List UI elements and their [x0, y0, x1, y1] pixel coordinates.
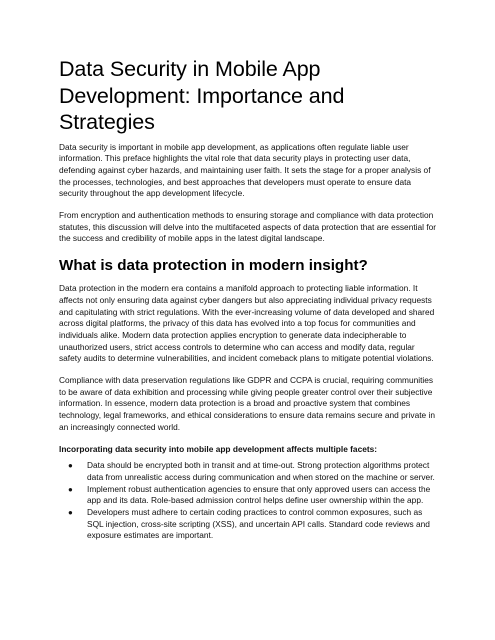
list-item-text: Data should be encrypted both in transit and at time-out. Strong protection algorithms protect data from unrealistic access during communication and when stored on the machine or server. [87, 460, 435, 482]
list-item [59, 460, 439, 483]
section-heading: What is data protection in modern insight? [59, 257, 368, 275]
bullet-icon: ● [68, 508, 73, 518]
list-item-text: Developers must adhere to certain coding practices to control common exposures, such as SQL injection, cross-site scripting (XSS), and uncertain API calls. Standard code reviews and exposure estimates are important. [87, 507, 430, 541]
facets-heading: Incorporating data security into mobile app development affects multiple facets: [59, 443, 378, 454]
section-paragraph-2: Compliance with data preservation regulations like GDPR and CCPA is crucial, requiring communities to be aware of data exhibition and processing while giving people greater control over their subjective information. In essence, modern data protection is a broad and proactive system that combines technology, legal frameworks, and ethical considerations to ensure data remains secure and private in an increasingly connected world. [59, 375, 435, 432]
section-paragraph-1: Data protection in the modern era contains a manifold approach to protecting liable information. It affects not only ensuring data against cyber dangers but also appreciating individual privacy requests and capitulating with strict regulations. With the ever-increasing volume of data developed and shared across digital platforms, the privacy of this data has evolved into a top focus for communities and individuals alike. Modern data protection applies encryption to generate data indecipherable to unauthorized users, strict access controls to determine who can access and modify data, regular safety audits to determine vulnerabilities, and incident comeback plans to mitigate potential violations. [59, 283, 435, 364]
bullet-icon: ● [68, 484, 73, 494]
intro-paragraph-2: From encryption and authentication methods to ensuring storage and compliance with data protection statutes, this discussion will delve into the multifaceted aspects of data protection that are essential for the success and credibility of mobile apps in the latest digital landscape. [59, 210, 437, 244]
document-title: Data Security in Mobile App Development: Importance and Strategies [59, 57, 345, 134]
list-item [59, 484, 439, 507]
list-item-text: Implement robust authentication agencies to ensure that only approved users can access the app and its data. Role-based admission control helps define user ownership within the app. [87, 483, 431, 506]
intro-paragraph-1: Data security is important in mobile app development, as applications often regulate liable user information. This preface highlights the vital role that data security plays in protecting user data, defending against cyber hazards, and maintaining user faith. It sets the stage for a proper analysis of the processes, technologies, and best approaches that developers must operate to ensure data security throughout the app development lifecycle. [59, 141, 431, 199]
list-item [59, 507, 439, 542]
bullet-icon: ● [68, 461, 73, 471]
document-page [59, 56, 439, 542]
facets-list [59, 460, 439, 542]
